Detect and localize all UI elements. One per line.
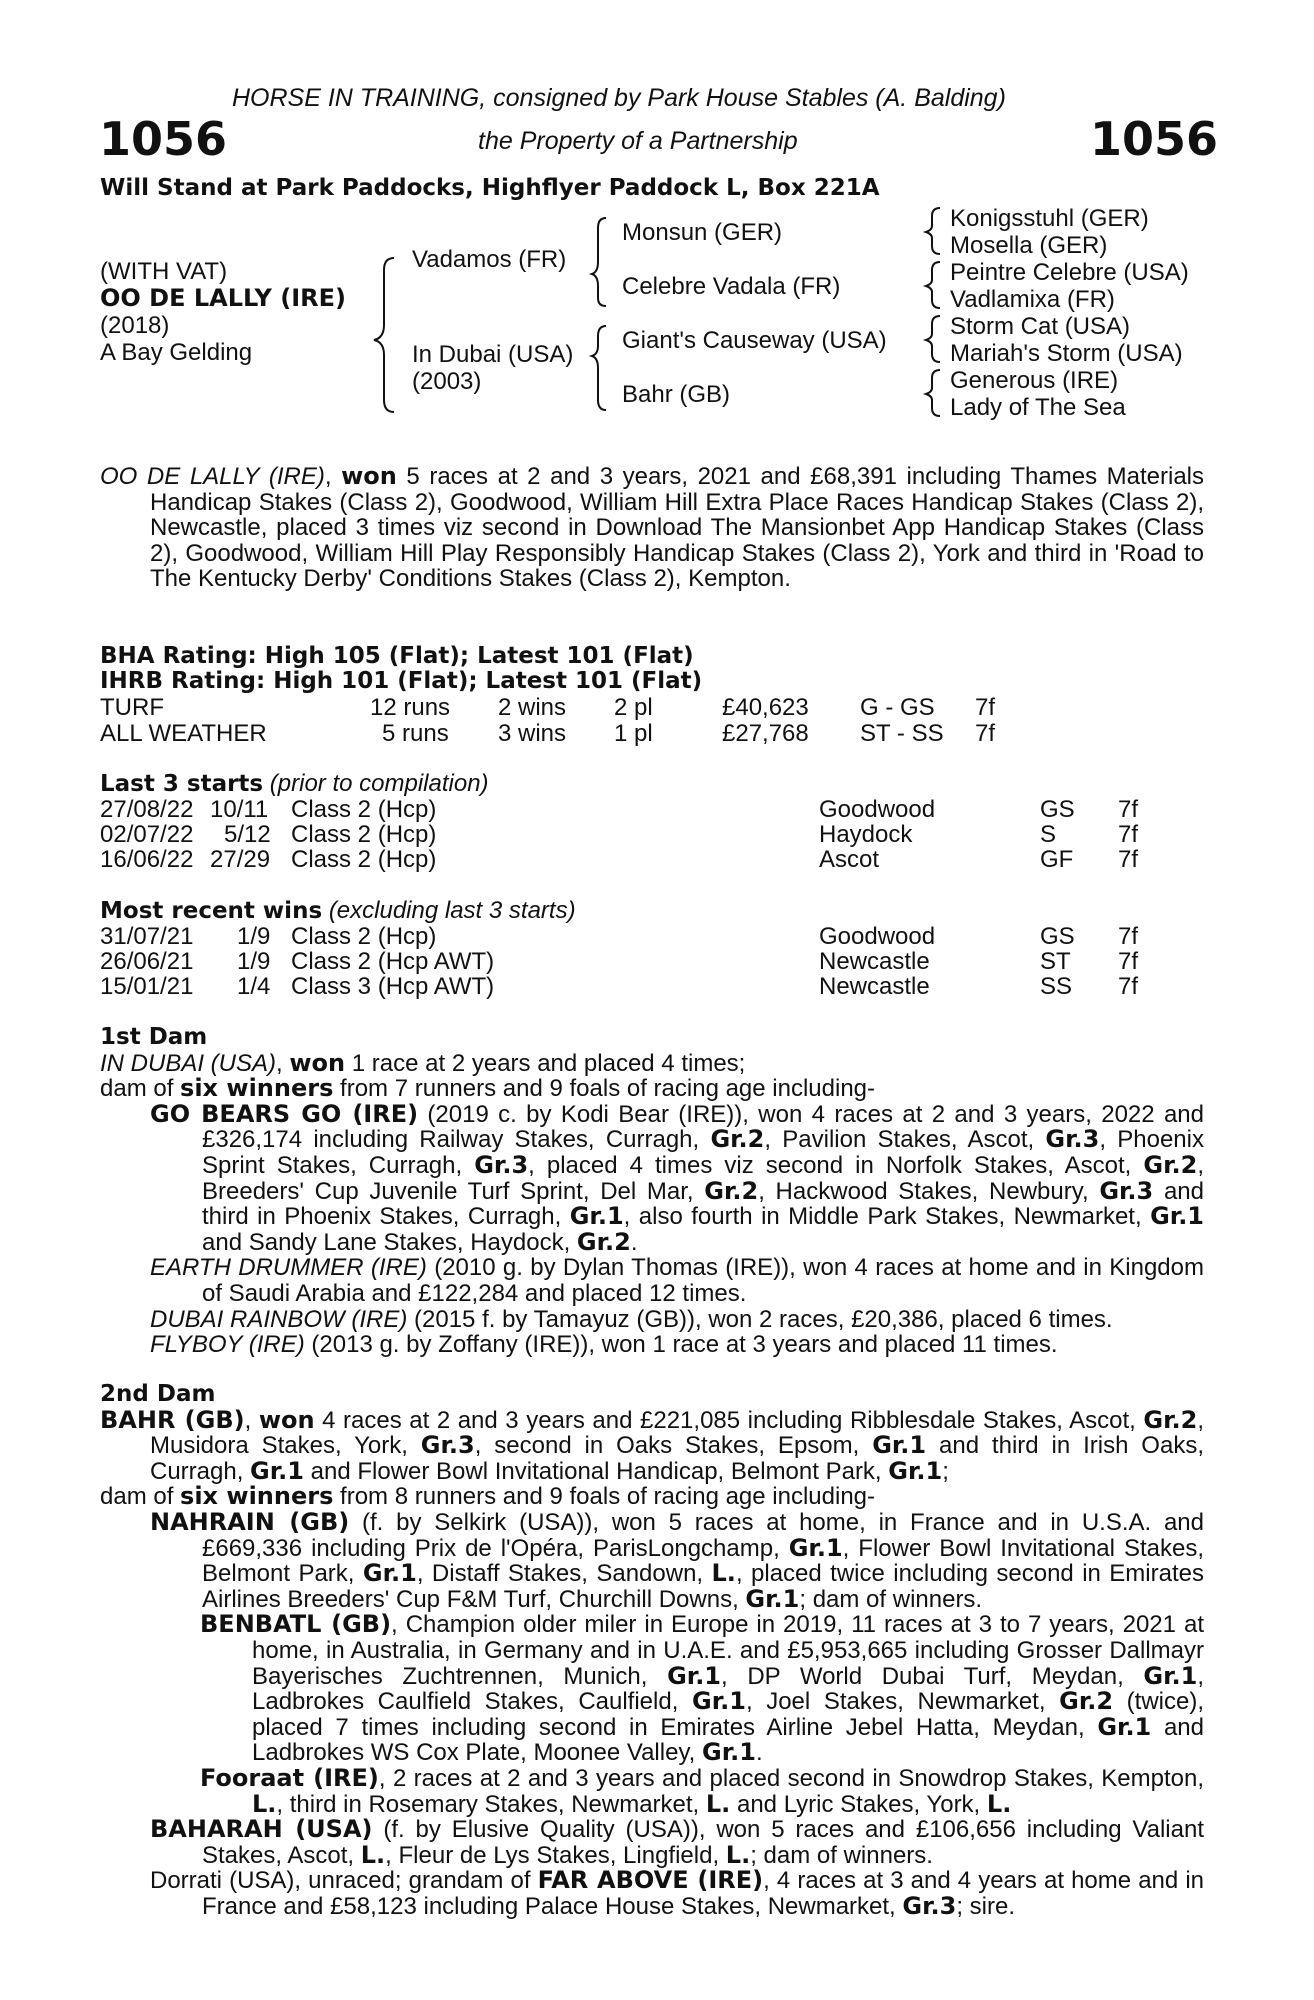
dam-of-suffix: from 7 runners and 9 foals of racing age including-	[333, 1075, 876, 1103]
stable-location: Will Stand at Park Paddocks, Highflyer Paddock L, Box 221A	[100, 175, 880, 201]
placed: 1 pl	[614, 720, 653, 747]
going: G - GS	[860, 694, 935, 721]
recent-wins-note: (excluding last 3 starts)	[328, 897, 576, 924]
position: 5/12	[224, 821, 271, 848]
last-starts-title: Last 3 starts	[100, 771, 264, 797]
ihrb-rating: IHRB Rating: High 101 (Flat); Latest 101 (Flat)	[100, 668, 703, 694]
race-class: Class 2 (Hcp)	[291, 796, 437, 823]
going: ST	[1040, 948, 1071, 975]
won-label: won	[289, 1048, 346, 1077]
wins: 2 wins	[498, 694, 567, 721]
recent-wins-title: Most recent wins	[100, 898, 323, 924]
distance: 7f	[1118, 973, 1139, 1000]
first-dam-section: 1st Dam IN DUBAI (USA), won 1 race at 2 years and placed 4 times; dam of six winners from 7 runners and 9 foals of racing age including- GO BEARS GO (IRE) (2019 c. by Kodi Bear (IRE)), won 4 races at 2 and 3 years, 2022 and £326,174 including Railway Stakes, Curragh, Gr.2, Pavilion Stakes, Ascot, Gr.3, Phoenix Sprint Stakes, Curragh, Gr.3, placed 4 times viz second in Norfolk Stakes, Ascot, Gr.2, Breeders' Cup Juvenile Turf Sprint, Del Mar, Gr.2, Hackwood Stakes, Newbury, Gr.3 and third in Phoenix Stakes, Curragh, Gr.1, also fourth in Middle Park Stakes, Newmarket, Gr.1 and Sandy Lane Stakes, Haydock, Gr.2. EARTH DRUMMER (IRE) (2010 g. by Dylan Thomas (IRE)), won 4 races at home and in Kingdom of Saudi Arabia and £122,284 and placed 12 times. DUBAI RAINBOW (IRE) (2015 f. by Tamayuz (GB)), won 2 races, £20,386, placed 6 times. FLYBOY (IRE) (2013 g. by Zoffany (IRE)), won 1 race at 3 years and placed 11 times.	[100, 1024, 1205, 1359]
progeny-flyboy: FLYBOY (IRE) (2013 g. by Zoffany (IRE)), won 1 race at 3 years and placed 11 times.	[150, 1331, 1058, 1359]
course: Haydock	[819, 821, 913, 848]
progeny-name: DUBAI RAINBOW (IRE)	[150, 1305, 408, 1333]
pedigree-g3-5: Storm Cat (USA)	[950, 313, 1131, 340]
progeny-name: FLYBOY (IRE)	[150, 1331, 305, 1359]
winners-count: six winners	[180, 1074, 334, 1103]
dam-of-prefix: dam of	[100, 1075, 181, 1103]
header-line-consignor: HORSE IN TRAINING, consigned by Park House Stables (A. Balding)	[232, 84, 1006, 112]
race-summary: OO DE LALLY (IRE), won 5 races at 2 and 3 years, 2021 and £68,391 including Thames Materials Handicap Stakes (Class 2), Goodwood, William Hill Extra Place Races Handicap Stakes (Class 2), Newcastle, placed 3 times viz second in Download The Mansionbet App Handicap Stakes (Class 2), Goodwood, William Hill Play Responsibly Handicap Stakes (Class 2), York and third in 'Road to The Kentucky Derby' Conditions Stakes (Class 2), Kempton.	[100, 462, 1205, 593]
date: 02/07/22	[100, 821, 194, 848]
position: 1/9	[237, 923, 271, 950]
pedigree-sire-dam: Celebre Vadala (FR)	[622, 273, 841, 300]
progeny-name: NAHRAIN (GB)	[150, 1507, 350, 1536]
summary-text: 5 races at 2 and 3 years, 2021 and £68,391 including Thames Materials Handicap Stakes (Class 2), Goodwood, William Hill Extra Place Races Handicap Stakes (Class 2), Newcastle, placed 3 times viz second in Download The Mansionbet App Handicap Stakes (Class 2), Goodwood, William Hill Play Responsibly Handicap Stakes (Class 2), York and third in 'Road to The Kentucky Derby' Conditions Stakes (Class 2), Kempton.	[150, 463, 1205, 593]
horse-year: (2018)	[100, 312, 170, 339]
course: Newcastle	[819, 973, 930, 1000]
first-dam-name: IN DUBAI (USA)	[100, 1049, 277, 1077]
lot-number-right: 1056	[1090, 112, 1219, 166]
bha-rating: BHA Rating: High 105 (Flat); Latest 101 (Flat)	[100, 643, 694, 669]
race-class: Class 2 (Hcp)	[291, 846, 437, 873]
going: S	[1040, 821, 1057, 848]
header-line-property: the Property of a Partnership	[478, 127, 798, 155]
progeny-name: FAR ABOVE (IRE)	[537, 1866, 764, 1895]
pedigree-dam-dam: Bahr (GB)	[622, 381, 731, 408]
progeny-name: BAHARAH (USA)	[150, 1815, 373, 1844]
last-starts-heading	[100, 770, 489, 798]
runs: 12 runs	[370, 694, 451, 721]
race-class: Class 3 (Hcp AWT)	[291, 973, 495, 1000]
going: GF	[1040, 846, 1074, 873]
progeny-go-bears-go: GO BEARS GO (IRE) (2019 c. by Kodi Bear (IRE)), won 4 races at 2 and 3 years, 2022 and £326,174 including Railway Stakes, Curragh, Gr.2, Pavilion Stakes, Ascot, Gr.3, Phoenix Sprint Stakes, Curragh, Gr.3, placed 4 times viz second in Norfolk Stakes, Ascot, Gr.2, Breeders' Cup Juvenile Turf Sprint, Del Mar, Gr.2, Hackwood Stakes, Newbury, Gr.3 and third in Phoenix Stakes, Curragh, Gr.1, also fourth in Middle Park Stakes, Newmarket, Gr.1 and Sandy Lane Stakes, Haydock, Gr.2.	[150, 1099, 1205, 1256]
first-dam-heading: 1st Dam	[100, 1024, 208, 1050]
vat-note: (WITH VAT)	[100, 258, 228, 285]
course: Ascot	[819, 846, 880, 873]
progeny-name: Fooraat (IRE)	[200, 1763, 379, 1792]
wins: 3 wins	[498, 720, 567, 747]
date: 15/01/21	[100, 973, 194, 1000]
pedigree-sire: Vadamos (FR)	[412, 246, 567, 273]
second-dam-record: BAHR (GB), won 4 races at 2 and 3 years and £221,085 including Ribblesdale Stakes, Ascot, Gr.2, Musidora Stakes, York, Gr.3, second in Oaks Stakes, Epsom, Gr.1 and third in Irish Oaks, Curragh, Gr.1 and Flower Bowl Invitational Handicap, Belmont Park, Gr.1;	[100, 1405, 1205, 1485]
pedigree-dam: In Dubai (USA)	[412, 341, 574, 368]
lot-number-left: 1056	[99, 112, 228, 166]
going: SS	[1040, 973, 1073, 1000]
last-starts-note: (prior to compilation)	[269, 770, 489, 797]
summary-won: won	[341, 462, 397, 490]
progeny-name: EARTH DRUMMER (IRE)	[150, 1254, 427, 1282]
second-dam-name: BAHR (GB)	[100, 1405, 245, 1434]
pedigree-g3-7: Generous (IRE)	[950, 367, 1119, 394]
progeny-dubai-rainbow: DUBAI RAINBOW (IRE) (2015 f. by Tamayuz (GB)), won 2 races, £20,386, placed 6 times.	[150, 1305, 1113, 1333]
surface: TURF	[100, 694, 164, 721]
position: 27/29	[210, 846, 271, 873]
second-dam-heading: 2nd Dam	[100, 1381, 216, 1407]
date: 26/06/21	[100, 948, 194, 975]
progeny-nahrain: NAHRAIN (GB) (f. by Selkirk (USA)), won 5 races at home, in France and in U.S.A. and £669,336 including Prix de l'Opéra, ParisLongchamp, Gr.1, Flower Bowl Invitational Stakes, Belmont Park, Gr.1, Distaff Stakes, Sandown, L., placed twice including second in Emirates Airlines Breeders' Cup F&M Turf, Churchill Downs, Gr.1; dam of winners.	[150, 1507, 1204, 1613]
pedigree-g3-4: Vadlamixa (FR)	[950, 286, 1115, 313]
position: 10/11	[210, 796, 269, 823]
date: 31/07/21	[100, 923, 194, 950]
going: GS	[1040, 796, 1075, 823]
runs: 5 runs	[382, 720, 449, 747]
progeny-baharah: BAHARAH (USA) (f. by Elusive Quality (USA)), won 5 races and £106,656 including Valiant Stakes, Ascot, L., Fleur de Lys Stakes, Lingfield, L.; dam of winners.	[150, 1815, 1204, 1869]
horse-description: A Bay Gelding	[100, 339, 253, 366]
going: GS	[1040, 923, 1075, 950]
progeny-name: GO BEARS GO (IRE)	[150, 1099, 419, 1128]
position: 1/4	[237, 973, 271, 1000]
distance: 7f	[1118, 796, 1139, 823]
placed: 2 pl	[614, 694, 653, 721]
pedigree-g3-3: Peintre Celebre (USA)	[950, 259, 1189, 286]
progeny-dorrati: Dorrati (USA), unraced; grandam of FAR ABOVE (IRE), 4 races at 3 and 4 years at home and in France and £58,123 including Palace House Stakes, Newmarket, Gr.3; sire.	[150, 1866, 1204, 1920]
prize-money: £40,623	[722, 694, 809, 721]
race-class: Class 2 (Hcp AWT)	[291, 948, 495, 975]
winners-count: six winners	[180, 1482, 334, 1511]
dam-of-suffix: from 8 runners and 9 foals of racing age including-	[333, 1483, 876, 1511]
first-dam-record: 1 race at 2 years and placed 4 times;	[345, 1049, 746, 1077]
race-class: Class 2 (Hcp)	[291, 923, 437, 950]
date: 16/06/22	[100, 846, 194, 873]
distance: 7f	[1118, 821, 1139, 848]
distance: 7f	[1118, 923, 1139, 950]
pedigree-sire-sire: Monsun (GER)	[622, 219, 783, 246]
going: ST - SS	[860, 720, 944, 747]
horse-name: OO DE LALLY (IRE)	[100, 284, 347, 312]
pedigree-g3-2: Mosella (GER)	[950, 232, 1108, 259]
pedigree-g3-1: Konigsstuhl (GER)	[950, 205, 1149, 232]
course: Goodwood	[819, 923, 936, 950]
distance: 7f	[1118, 948, 1139, 975]
progeny-benbatl: BENBATL (GB), Champion older miler in Europe in 2019, 11 races at 3 to 7 years, 2021 at home, in Australia, in Germany and in U.A.E. and £5,953,665 including Grosser Dallmayr Bayerisches Zuchtrennen, Munich, Gr.1, DP World Dubai Turf, Meydan, Gr.1, Ladbrokes Caulfield Stakes, Caulfield, Gr.1, Joel Stakes, Newmarket, Gr.2 (twice), placed 7 times including second in Emirates Airline Jebel Hatta, Meydan, Gr.1 and Ladbrokes WS Cox Plate, Moonee Valley, Gr.1.	[200, 1610, 1205, 1767]
prize-money: £27,768	[722, 720, 809, 747]
progeny-name: BENBATL (GB)	[200, 1610, 392, 1639]
distance: 7f	[1118, 846, 1139, 873]
won-label: won	[258, 1405, 315, 1434]
progeny-fooraat: Fooraat (IRE), 2 races at 2 and 3 years and placed second in Snowdrop Stakes, Kempton, L., third in Rosemary Stakes, Newmarket, L. and Lyric Stakes, York, L.	[200, 1763, 1204, 1818]
progeny-earth-drummer: EARTH DRUMMER (IRE) (2010 g. by Dylan Thomas (IRE)), won 4 races at home and in Kingdom of Saudi Arabia and £122,284 and placed 12 times.	[150, 1254, 1204, 1307]
summary-horse-name: OO DE LALLY (IRE)	[100, 463, 325, 490]
race-class: Class 2 (Hcp)	[291, 821, 437, 848]
distance: 7f	[975, 720, 996, 747]
dam-of-prefix: dam of	[100, 1483, 181, 1511]
pedigree-g3-8: Lady of The Sea	[950, 394, 1126, 421]
distance: 7f	[975, 694, 996, 721]
surface: ALL WEATHER	[100, 720, 267, 747]
pedigree-dam-year: (2003)	[412, 368, 482, 395]
position: 1/9	[237, 948, 271, 975]
date: 27/08/22	[100, 796, 194, 823]
pedigree-g3-6: Mariah's Storm (USA)	[950, 340, 1183, 367]
pedigree-dam-sire: Giant's Causeway (USA)	[622, 327, 887, 354]
course: Goodwood	[819, 796, 936, 823]
recent-wins-heading	[100, 897, 576, 925]
course: Newcastle	[819, 948, 930, 975]
second-dam-section	[100, 1381, 1204, 1919]
